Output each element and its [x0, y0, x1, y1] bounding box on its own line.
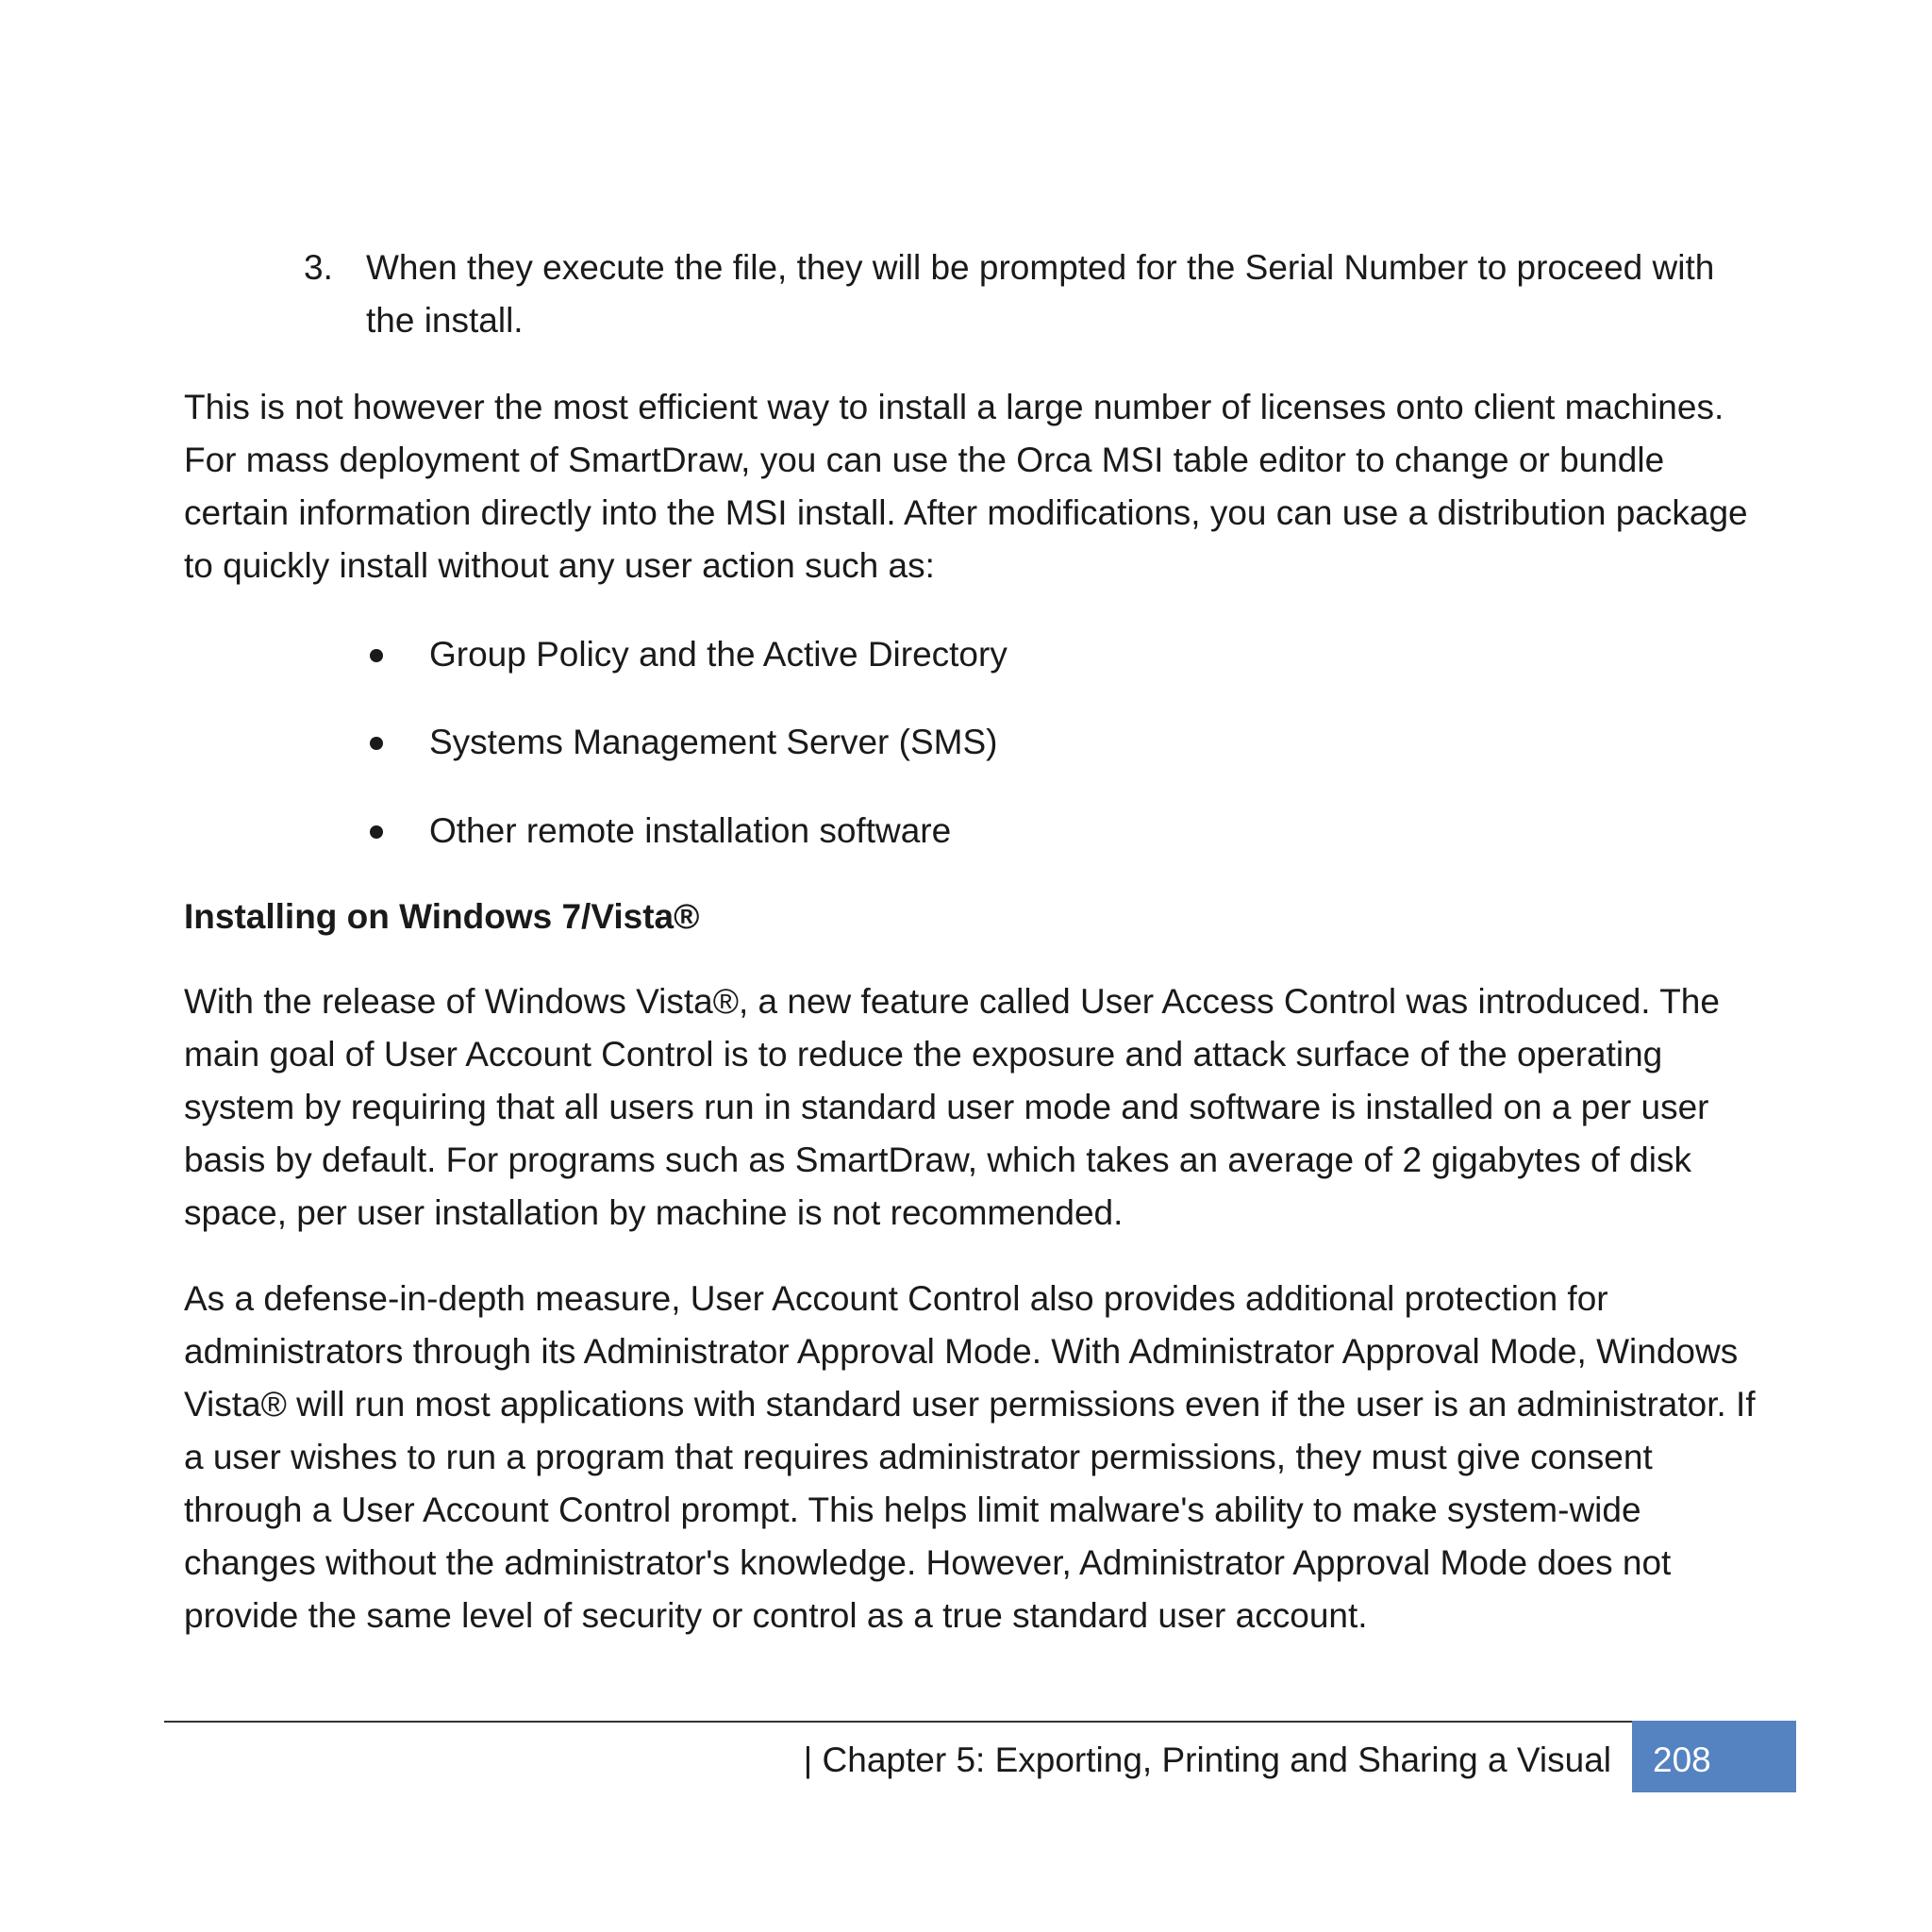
bullet-dot-icon [370, 825, 383, 839]
footer-divider [164, 1721, 1796, 1723]
list-number: 3. [304, 248, 333, 287]
bullet-item-text: Group Policy and the Active Directory [429, 635, 1008, 674]
paragraph-mass-deployment: This is not however the most efficient way to install a large number of licenses onto client machines. For mass deployment of SmartDraw, you can use the Orca MSI table editor to change or bundle certain information directly into the MSI install. After modifications, you can use a distribution package to quickly install without any user action such as: [184, 388, 1748, 585]
bullet-item [366, 805, 1687, 858]
paragraph-user-access-control: With the release of Windows Vista®, a new feature called User Access Control was introduced. The main goal of User Account Control is to reduce the exposure and attack surface of the operating system by requiring that all users run in standard user mode and software is installed on a per user basis by default. For programs such as SmartDraw, which takes an average of 2 gigabytes of disk space, per user installation by machine is not recommended. [184, 982, 1720, 1232]
paragraph-defense-in-depth: As a defense-in-depth measure, User Account Control also provides additional protection for administrators through its Administrator Approval Mode. With Administrator Approval Mode, Windows Vista® will run most applications with standard user permissions even if the user is an administrator. If a user wishes to run a program that requires administrator permissions, they must give consent through a User Account Control prompt. This helps limit malware's ability to make system-wide changes without the administrator's knowledge. However, Administrator Approval Mode does not provide the same level of security or control as a true standard user account. [184, 1279, 1756, 1635]
page-number: 208 [1653, 1740, 1711, 1779]
list-item-text: When they execute the file, they will be prompted for the Serial Number to proceed with the install. [366, 248, 1715, 340]
bullet-dot-icon [370, 649, 383, 662]
section-heading: Installing on Windows 7/Vista® [184, 897, 700, 936]
bullet-item [366, 628, 1687, 681]
bullet-item [366, 716, 1687, 769]
bullet-item-text: Other remote installation software [429, 811, 952, 850]
page-number-badge [1632, 1721, 1796, 1792]
footer-chapter-title: | Chapter 5: Exporting, Printing and Sharing a Visual [803, 1740, 1611, 1779]
bullet-item-text: Systems Management Server (SMS) [429, 723, 998, 761]
bullet-dot-icon [370, 737, 383, 750]
